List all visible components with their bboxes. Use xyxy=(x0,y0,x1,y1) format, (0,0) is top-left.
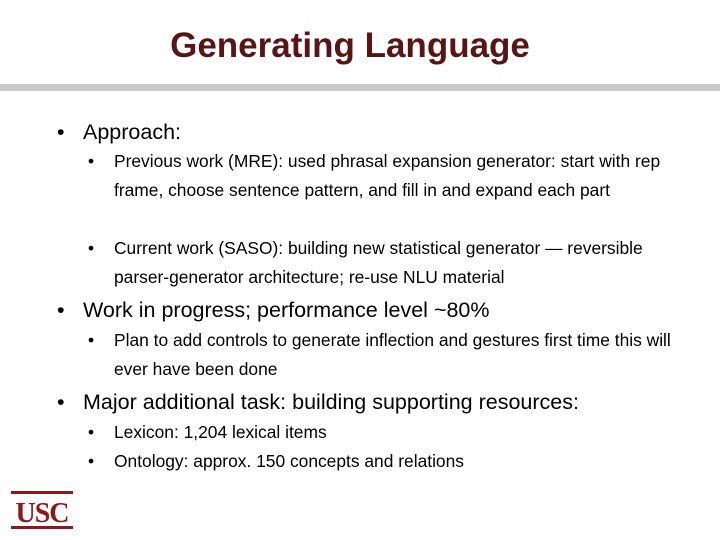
logo-top-bar xyxy=(11,491,73,494)
bullet-dot: • xyxy=(57,298,65,322)
sub-bullet-text: Plan to add controls to generate inflection and gestures first time this will ever have been done xyxy=(114,330,671,379)
bullet-dot: • xyxy=(57,390,65,414)
bullet-dot: • xyxy=(57,120,65,144)
logo-text: USC xyxy=(15,498,69,529)
bullet-text: Work in progress; performance level ~80% xyxy=(83,298,490,322)
slide-title: Generating Language xyxy=(170,26,530,65)
sub-bullet-text: Previous work (MRE): used phrasal expansion generator: start with rep frame, choose sentence pattern, and fill in and expand each part xyxy=(114,151,661,200)
bullet-dot: • xyxy=(88,422,95,442)
bullet-dot: • xyxy=(88,451,95,471)
bullet-text: Major additional task: building supporting resources: xyxy=(83,390,579,414)
bullet-dot: • xyxy=(88,151,95,171)
bullet-dot: • xyxy=(88,238,95,258)
bullet-dot: • xyxy=(88,330,95,350)
usc-logo xyxy=(10,490,74,530)
sub-bullet-text: Current work (SASO): building new statistical generator — reversible parser-generator architecture; re-use NLU material xyxy=(114,238,643,287)
sub-bullet-text: Lexicon: 1,204 lexical items xyxy=(114,422,327,442)
sub-bullet-text: Ontology: approx. 150 concepts and relations xyxy=(114,451,464,471)
bullet-text: Approach: xyxy=(83,120,182,144)
